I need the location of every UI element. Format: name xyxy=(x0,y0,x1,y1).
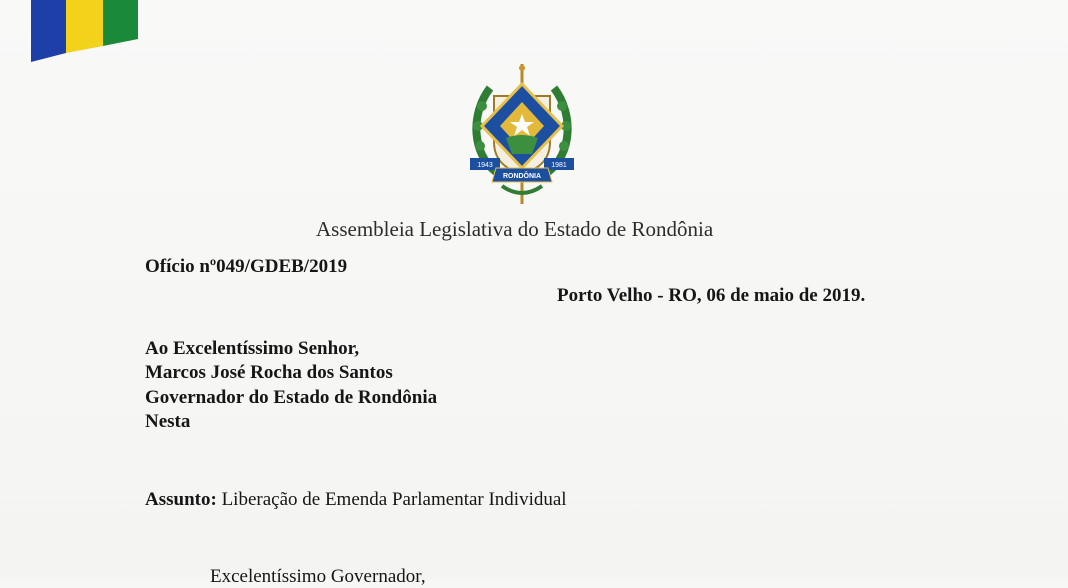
recipient-line-3: Governador do Estado de Rondônia xyxy=(145,387,438,408)
subject-value: Liberação de Emenda Parlamentar Individual xyxy=(216,489,567,510)
state-coat-of-arms-icon xyxy=(466,62,578,208)
seal-year-left: 1943 xyxy=(477,162,493,169)
rondonia-flag-icon xyxy=(28,0,140,62)
recipient-line-1: Ao Excelentíssimo Senhor, xyxy=(145,338,360,359)
recipient-line-4: Nesta xyxy=(145,411,191,432)
letter-salutation: Excelentíssimo Governador, xyxy=(210,566,426,587)
seal-ribbon-text: RONDÔNIA xyxy=(502,173,542,180)
seal-year-right: 1981 xyxy=(551,162,567,169)
recipient-line-2: Marcos José Rocha dos Santos xyxy=(145,362,393,383)
letter-place-date: Porto Velho - RO, 06 de maio de 2019. xyxy=(557,285,866,306)
letter-reference: Ofício nº049/GDEB/2019 xyxy=(145,256,348,277)
letter-subject xyxy=(145,489,567,511)
subject-label: Assunto: xyxy=(145,489,217,510)
institution-name: Assembleia Legislativa do Estado de Rondônia xyxy=(316,217,714,241)
